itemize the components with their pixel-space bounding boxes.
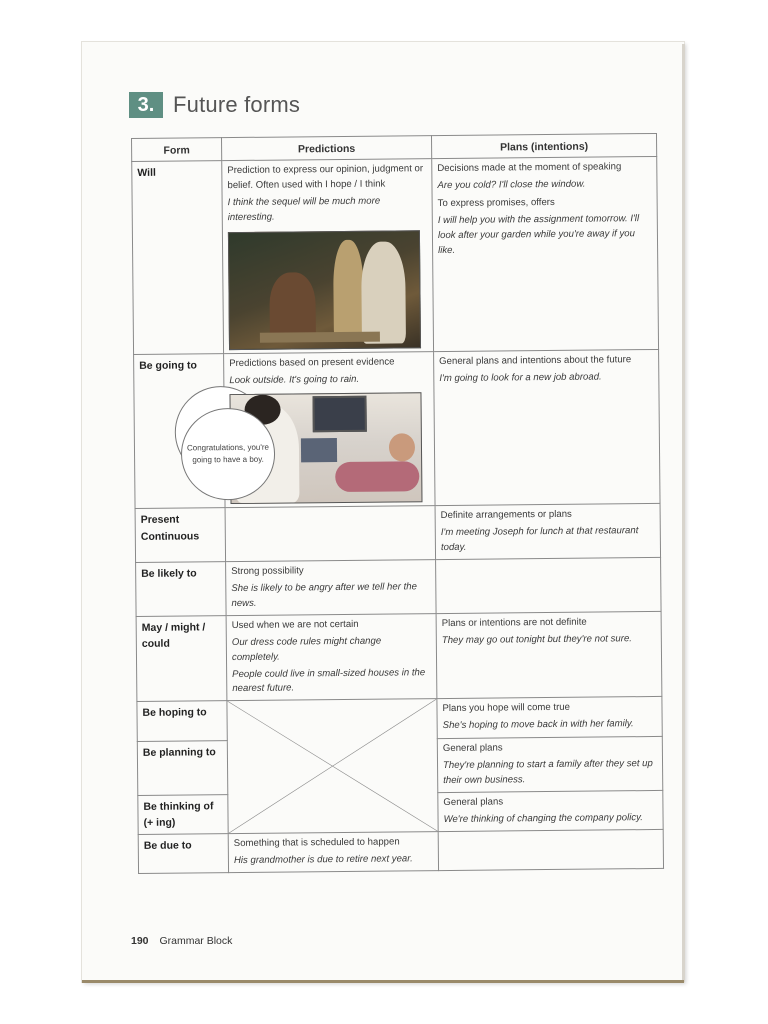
plans-definition: Plans you hope will come true [442,702,570,715]
plans-definition: Definite arrangements or plans [440,509,572,522]
table-row [136,611,662,701]
plans-example: They may go out tonight but they're not sure. [441,633,632,646]
future-forms-table [131,133,664,874]
page-right-edge [682,44,685,982]
prediction-example: His grandmother is due to retire next year. [233,853,413,867]
plans-cell-empty [436,558,662,614]
prediction-definition: Used when we are not certain [231,618,359,632]
plans-cell [436,611,662,698]
prediction-cell [222,159,434,353]
prediction-example-2: People could live in small-sized houses in the nearest future. [232,666,426,695]
crossed-out-cell [227,699,438,834]
section-number-badge: 3. [129,92,163,118]
footer-label: Grammar Block [159,935,233,947]
form-will: Will [132,161,224,354]
prediction-example: She is likely to be angry after we tell her the news. [231,581,417,610]
plans-definition: General plans and intentions about the future [439,353,632,367]
form-be-thinking-of: Be thinking of (+ ing) [138,794,228,834]
form-may-might-could: May / might / could [136,616,227,702]
prediction-cell-empty [225,506,436,562]
prediction-definition: Predictions based on present evidence [229,356,395,369]
plans-definition-2: To express promises, offers [437,196,555,210]
page-footer [131,935,232,947]
column-header-predictions: Predictions [222,136,432,161]
prediction-cell [228,832,438,873]
section-heading [129,92,300,118]
prediction-definition: Strong possibility [231,565,304,578]
plans-cell [438,790,663,832]
plans-example: Are you cold? I'll close the window. [437,178,586,192]
plans-definition: General plans [442,742,503,755]
fortune-teller-photo [228,230,421,350]
plans-cell [437,697,662,739]
plans-cell [434,349,660,506]
table-row [132,157,659,354]
table-row [137,697,662,742]
column-header-plans: Plans (intentions) [431,133,656,158]
prediction-cell [186,351,435,508]
table-row [135,504,660,563]
prediction-example: I think the sequel will be much more interesting. [227,195,381,223]
form-be-hoping-to: Be hoping to [137,701,227,742]
plans-definition: Plans or intentions are not definite [441,616,587,630]
plans-example: They're planning to start a family after they set up their own business. [442,758,653,787]
form-be-planning-to: Be planning to [137,741,228,795]
prediction-definition: Something that is scheduled to happen [233,836,400,850]
section-title: Future forms [173,92,301,117]
table-row [134,349,660,509]
table-row [138,830,663,874]
prediction-cell [226,560,437,616]
plans-definition: General plans [443,796,504,808]
plans-cell [432,157,659,352]
form-be-due-to: Be due to [138,834,228,874]
prediction-cell [226,614,437,701]
plans-example-2: I will help you with the assignment tomorrow. I'll look after your garden while you're away if you like. [437,212,640,256]
plans-example: She's hoping to move back in with her family. [442,718,634,732]
prediction-definition: Prediction to express our opinion, judgment or belief. Often used with I hope / I think [227,163,424,192]
prediction-example: Our dress code rules might change completely. [231,635,382,663]
speech-bubble: Congratulations, you're going to have a boy. [181,407,276,500]
cross-lines [227,699,437,833]
plans-example: We're thinking of changing the company policy. [443,811,643,825]
form-present-continuous: Present Continuous [135,508,226,563]
plans-cell [437,737,663,793]
plans-example: I'm going to look for a new job abroad. [439,371,602,384]
page-number: 190 [131,935,149,947]
table-row [136,558,661,617]
form-be-going-to: Be going to [134,353,225,509]
plans-cell [435,504,661,560]
column-header-form: Form [132,138,222,162]
prediction-example: Look outside. It's going to rain. [229,373,360,386]
form-be-likely-to: Be likely to [136,562,227,616]
plans-definition: Decisions made at the moment of speaking [437,161,622,175]
plans-cell-empty [438,830,663,871]
page-bottom-edge [82,980,684,983]
plans-example: I'm meeting Joseph for lunch at that restaurant today. [440,525,639,554]
